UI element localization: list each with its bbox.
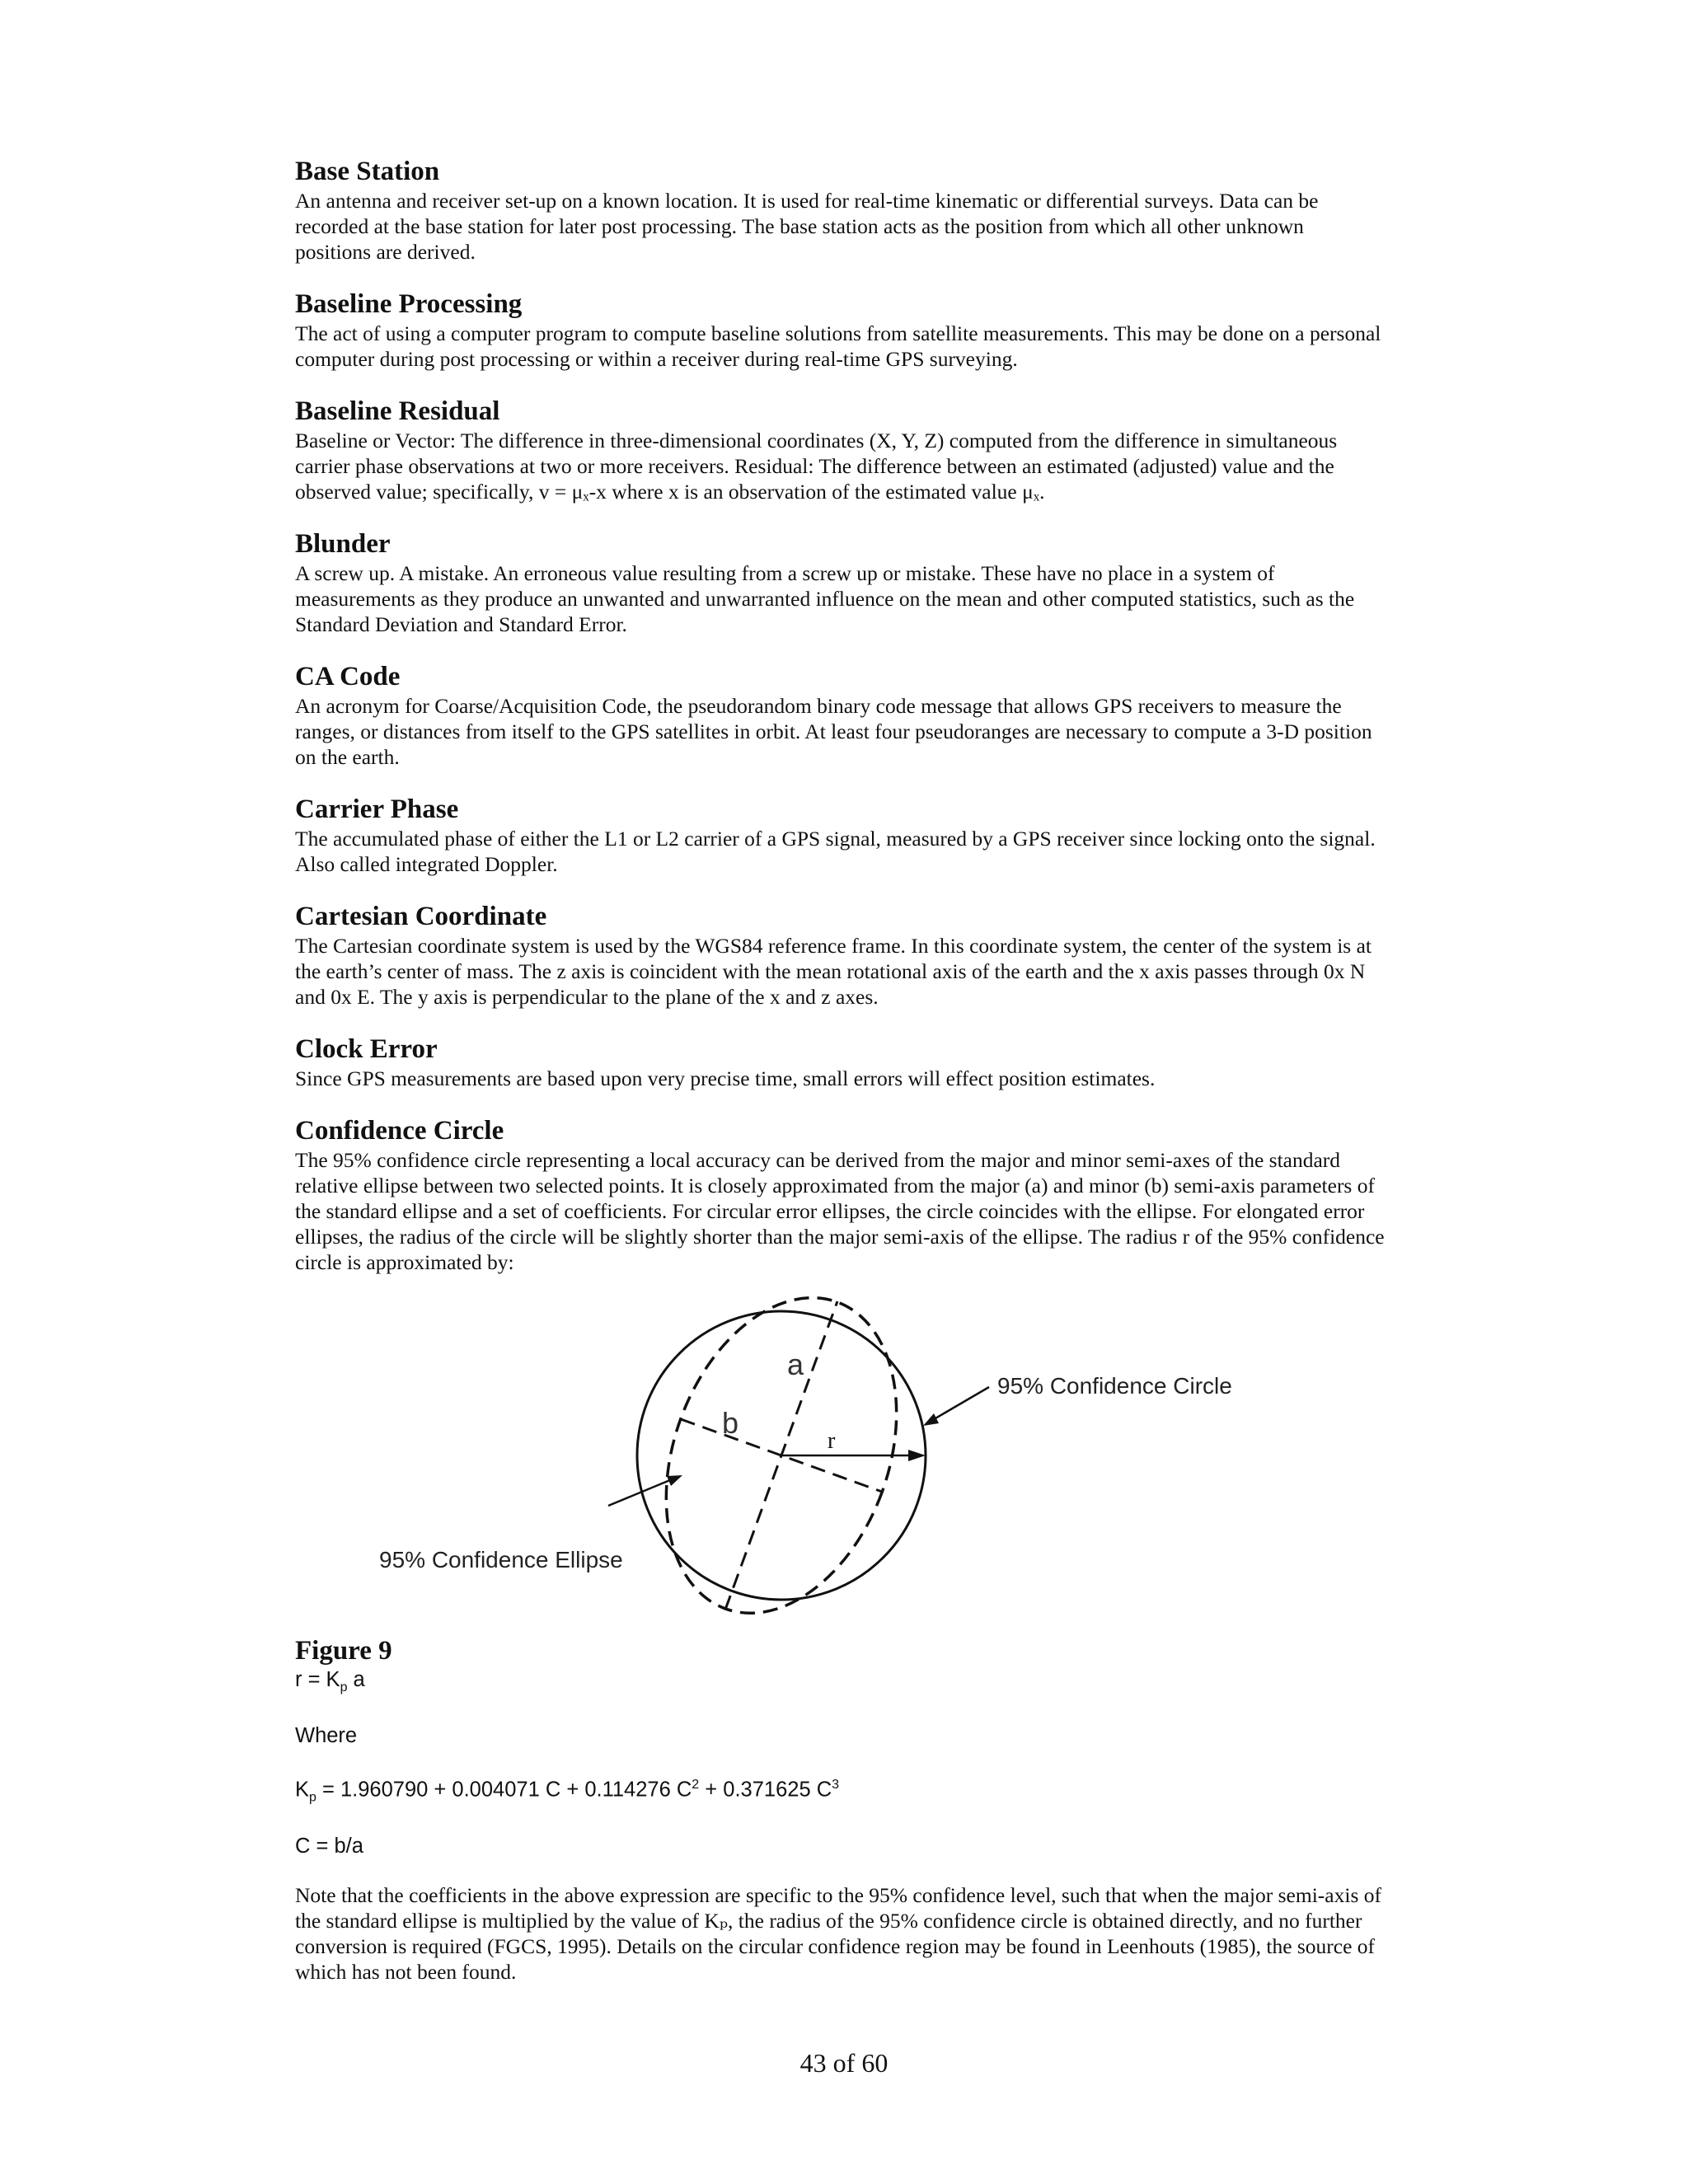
term-heading: Baseline Residual bbox=[295, 396, 500, 426]
term-heading: Carrier Phase bbox=[295, 794, 459, 824]
formula-superscript: 3 bbox=[832, 1778, 840, 1793]
formula-superscript: 2 bbox=[692, 1778, 700, 1793]
circle-leader-arrowhead bbox=[923, 1413, 939, 1426]
glossary-entry-clock-error bbox=[295, 1033, 1385, 1091]
label-confidence-ellipse: 95% Confidence Ellipse bbox=[379, 1547, 623, 1572]
term-definition: Since GPS measurements are based upon very precise time, small errors will effect position estimates. bbox=[295, 1066, 1156, 1090]
term-heading: Confidence Circle bbox=[295, 1116, 504, 1146]
label-confidence-circle: 95% Confidence Circle bbox=[997, 1373, 1232, 1399]
formula-text: r = K bbox=[295, 1668, 340, 1691]
term-definition: The 95% confidence circle representing a local accuracy can be derived from the major and minor semi-axes of the standard relative ellipse between two selected points. It is closely approximated from the major (a) and minor (b) semi-axis parameters of the standard ellipse and a set of coefficients. For circular error ellipses, the circle coincides with the ellipse. For elongated error ellipses, the radius of the circle will be slightly shorter than the major semi-axis of the ellipse. The radius r of the 95% confidence circle is approximated by: bbox=[295, 1148, 1385, 1274]
glossary-entry-ca-code bbox=[295, 660, 1385, 770]
confidence-diagram bbox=[295, 1280, 1385, 1634]
term-heading: Clock Error bbox=[295, 1034, 438, 1064]
figure-caption: Figure 9 bbox=[295, 1636, 392, 1666]
term-definition: The accumulated phase of either the L1 or L2 carrier of a GPS signal, measured by a GPS receiver since locking onto the signal. Also called integrated Doppler. bbox=[295, 827, 1376, 876]
ellipse-leader-arrowhead bbox=[667, 1475, 682, 1486]
formula-text: K bbox=[295, 1778, 310, 1802]
glossary-entry-base-station bbox=[295, 155, 1385, 265]
formula-subscript: p bbox=[340, 1680, 348, 1695]
label-b: b bbox=[722, 1406, 739, 1440]
label-a: a bbox=[787, 1347, 804, 1381]
formula-text: a bbox=[347, 1668, 365, 1691]
formula-c: C = b/a bbox=[295, 1834, 363, 1858]
term-heading: Base Station bbox=[295, 157, 440, 186]
term-heading: Cartesian Coordinate bbox=[295, 902, 547, 931]
document-page bbox=[295, 155, 1385, 1985]
formula-text: + 0.371625 C bbox=[699, 1778, 832, 1802]
term-heading: Baseline Processing bbox=[295, 289, 523, 319]
term-definition: An antenna and receiver set-up on a known location. It is used for real-time kinematic or differential surveys. Data can be recorded at the base station for later post processing. The base station acts as the position from which all other unknown positions are derived. bbox=[295, 189, 1319, 264]
term-definition: A screw up. A mistake. An erroneous value resulting from a screw up or mistake. These have no place in a system of measurements as they produce an unwanted and unwarranted influence on the mean and other computed statistics, such as the Standard Deviation and Standard Error. bbox=[295, 561, 1355, 636]
glossary-entry-blunder bbox=[295, 527, 1385, 637]
label-r: r bbox=[828, 1428, 836, 1454]
glossary-entry-confidence-circle bbox=[295, 1114, 1385, 1275]
formula-radius bbox=[295, 1667, 1385, 1700]
term-definition: The act of using a computer program to compute baseline solutions from satellite measurements. This may be done on a personal computer during post processing or within a receiver during real-time GPS surveying. bbox=[295, 321, 1381, 371]
radius-arrowhead bbox=[908, 1450, 926, 1461]
term-definition: The Cartesian coordinate system is used by the WGS84 reference frame. In this coordinate system, the center of the system is at the earth’s center of mass. The z axis is coincident with the mean rotational axis of the earth and the x axis passes through 0x N and 0x E. The y axis is perpendicular to the plane of the x and z axes. bbox=[295, 934, 1372, 1009]
formula-where: Where bbox=[295, 1724, 358, 1748]
note-paragraph: Note that the coefficients in the above expression are specific to the 95% confidence level, such that when the major semi-axis of the standard ellipse is multiplied by the value of Kₚ, the radius of the 95% confidence circle is obtained directly, and no further conversion is required (FGCS, 1995). Details on the circular confidence region may be found in Leenhouts (1985), the source of which has not been found. bbox=[295, 1882, 1381, 1984]
term-heading: Blunder bbox=[295, 529, 391, 559]
circle-leader-line bbox=[930, 1387, 989, 1422]
page-number: 43 of 60 bbox=[799, 2048, 889, 2078]
term-heading: CA Code bbox=[295, 662, 401, 691]
formula-subscript: p bbox=[309, 1790, 316, 1805]
glossary-entry-baseline-residual bbox=[295, 395, 1385, 504]
glossary-entry-cartesian-coordinate bbox=[295, 900, 1385, 1010]
confidence-figure bbox=[295, 1280, 1385, 1634]
formula-text: = 1.960790 + 0.004071 C + 0.114276 C bbox=[316, 1778, 692, 1802]
term-definition: Baseline or Vector: The difference in three-dimensional coordinates (X, Y, Z) computed from the difference in simultaneous carrier phase observations at two or more receivers. Residual: The difference between an estimated (adjusted) value and the observed value; specifically, v = μₓ-x where x is an observation of the estimated value μₓ. bbox=[295, 429, 1338, 504]
glossary-entry-carrier-phase bbox=[295, 793, 1385, 877]
formula-kp bbox=[295, 1772, 1385, 1811]
glossary-entry-baseline-processing bbox=[295, 288, 1385, 372]
term-definition: An acronym for Coarse/Acquisition Code, the pseudorandom binary code message that allows GPS receivers to measure the ranges, or distances from itself to the GPS satellites in orbit. At least four pseudoranges are necessary to compute a 3-D position on the earth. bbox=[295, 694, 1372, 769]
